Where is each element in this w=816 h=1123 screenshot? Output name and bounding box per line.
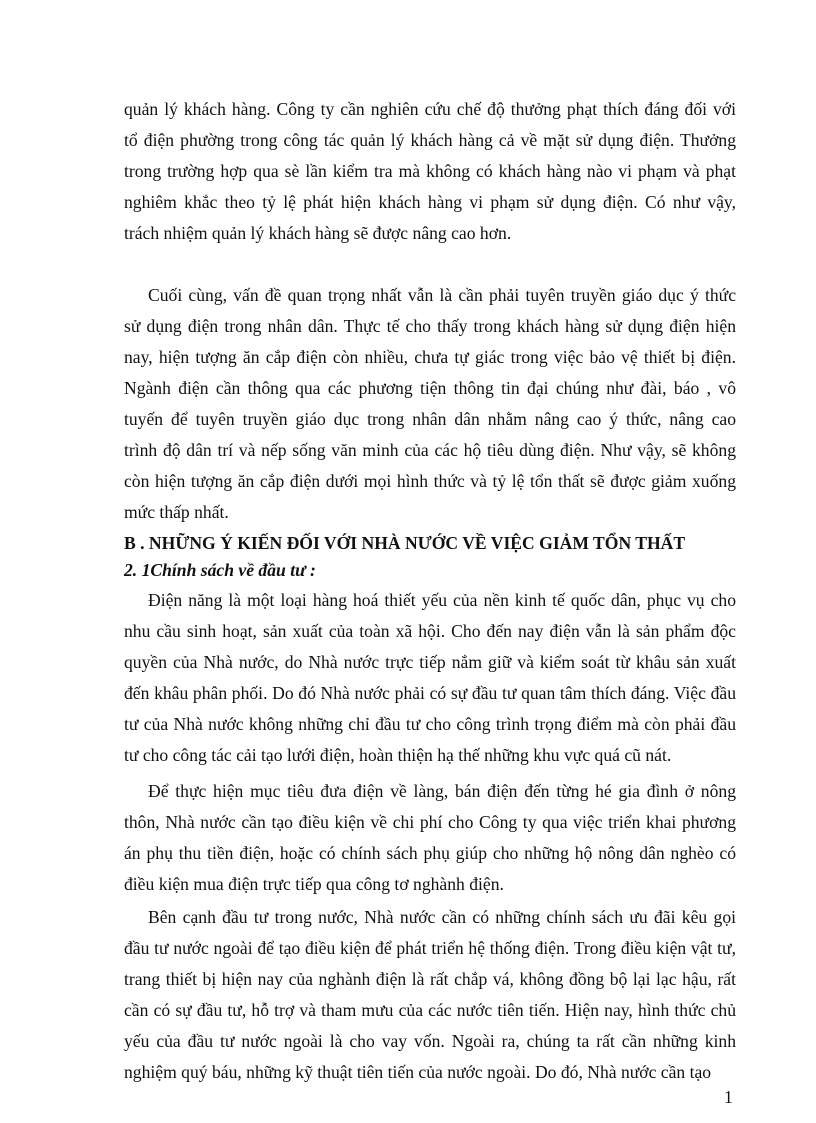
paragraph-line: tuyến để tuyên truyền giáo dục trong nhân dân nhằm nâng cao ý thức, nâng cao [124,409,736,429]
paragraph-line: trách nhiệm quản lý khách hàng sẽ được nâng cao hơn. [124,223,512,243]
section-heading: B . NHỮNG Ý KIẾN ĐỐI VỚI NHÀ NƯỚC VỀ VIỆC GIẢM TỔN THẤT [124,533,686,553]
paragraph-line: tư của Nhà nước không những chỉ đầu tư cho công trình trọng điểm mà còn phải đầu [124,714,736,734]
paragraph-line: quản lý khách hàng. Công ty cần nghiên cứu chế độ thưởng phạt thích đáng đối với [124,99,736,119]
paragraph-line: Điện năng là một loại hàng hoá thiết yếu của nền kinh tế quốc dân, phục vụ cho [148,590,736,610]
paragraph-line: thôn, Nhà nước cần tạo điều kiện về chi phí cho Công ty qua việc triển khai phương [124,812,736,832]
subsection-heading: 2. 1Chính sách về đầu tư : [124,560,316,580]
paragraph-line: nghiêm khắc theo tỷ lệ phát hiện khách hàng vi phạm sử dụng điện. Có như vậy, [124,192,736,212]
paragraph-line: đến khâu phân phối. Do đó Nhà nước phải có sự đầu tư quan tâm thích đáng. Việc đầu [124,683,736,703]
paragraph-line: án phụ thu tiền điện, hoặc có chính sách phụ giúp cho những hộ nông dân nghèo có [124,843,736,863]
paragraph-line: sử dụng điện trong nhân dân. Thực tế cho thấy trong khách hàng sử dụng điện hiện [124,316,736,336]
paragraph-line: còn hiện tượng ăn cắp điện dưới mọi hình thức và tỷ lệ tổn thất sẽ được giảm xuống [124,471,736,491]
paragraph-line: nghiệm quý báu, những kỹ thuật tiên tiến của nước ngoài. Do đó, Nhà nước cần tạo [124,1062,712,1082]
paragraph-line: nhu cầu sinh hoạt, sản xuất của toàn xã hội. Cho đến nay điện vẫn là sản phẩm độc [124,621,736,641]
paragraph-line: yếu của đầu tư nước ngoài là cho vay vốn. Ngoài ra, chúng ta rất cần những kinh [124,1031,736,1051]
paragraph-line: quyền của Nhà nước, do Nhà nước trực tiếp nắm giữ và kiểm soát từ khâu sản xuất [124,652,736,672]
paragraph-line: Ngành điện cần thông qua các phương tiện thông tin đại chúng như đài, báo , vô [124,378,736,398]
paragraph-line: trình độ dân trí và nếp sống văn minh của các hộ tiêu dùng điện. Như vậy, sẽ không [124,440,736,460]
paragraph-line: trong trường hợp qua sè lần kiểm tra mà không có khách hàng nào vi phạm và phạt [124,161,736,181]
paragraph-line: điều kiện mua điện trực tiếp qua công tơ nghành điện. [124,874,504,894]
paragraph-line: cần có sự đầu tư, hỗ trợ và tham mưu của các nước tiên tiến. Hiện nay, hình thức chủ [124,1000,736,1020]
paragraph-line: mức thấp nhất. [124,502,229,522]
paragraph-line: tổ điện phường trong công tác quản lý khách hàng cả về mặt sử dụng điện. Thưởng [124,130,736,150]
paragraph-line: Bên cạnh đầu tư trong nước, Nhà nước cần có những chính sách ưu đãi kêu gọi [148,907,736,927]
page-number: 1 [724,1087,733,1107]
paragraph-line: Để thực hiện mục tiêu đưa điện về làng, bán điện đến từng hé gia đình ở nông [148,781,736,801]
paragraph-line: trang thiết bị hiện nay của nghành điện là rất chắp vá, không đồng bộ lại lạc hậu, rất [124,969,736,989]
paragraph-line: đầu tư nước ngoài để tạo điều kiện để phát triển hệ thống điện. Trong điều kiện vật tư, [124,938,736,958]
paragraph-line: tư cho công tác cải tạo lưới điện, hoàn thiện hạ thế những khu vực quá cũ nát. [124,745,672,765]
paragraph-line: nay, hiện tượng ăn cắp điện còn nhiều, chưa tự giác trong việc bảo vệ thiết bị điện. [124,347,736,367]
paragraph-line: Cuối cùng, vấn đề quan trọng nhất vẫn là cần phải tuyên truyền giáo dục ý thức [148,285,736,305]
